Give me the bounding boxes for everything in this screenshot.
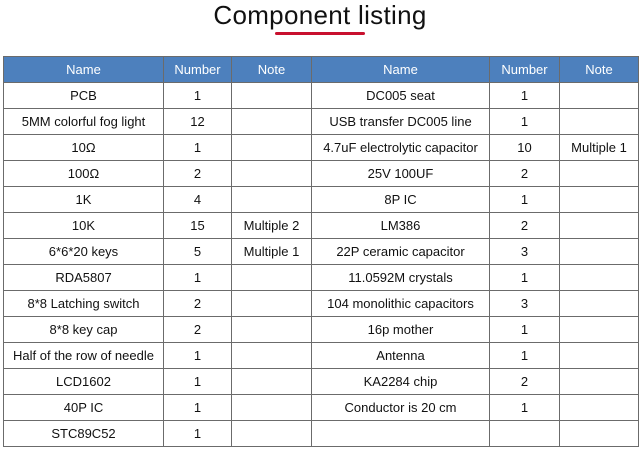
cell-note-right: Multiple 1 [560, 135, 639, 161]
cell-number-left: 1 [164, 135, 232, 161]
cell-note-right [560, 317, 639, 343]
cell-number-left: 15 [164, 213, 232, 239]
cell-note-left [232, 421, 312, 447]
table-row [4, 291, 639, 317]
cell-number-right: 3 [490, 239, 560, 265]
cell-note-left [232, 317, 312, 343]
cell-name-right: LM386 [312, 213, 490, 239]
cell-note-left [232, 291, 312, 317]
cell-number-right: 1 [490, 343, 560, 369]
cell-number-left: 1 [164, 265, 232, 291]
cell-name-left: 1K [4, 187, 164, 213]
cell-number-left: 12 [164, 109, 232, 135]
cell-name-left: LCD1602 [4, 369, 164, 395]
cell-note-right [560, 421, 639, 447]
cell-number-left: 2 [164, 291, 232, 317]
cell-note-right [560, 395, 639, 421]
cell-name-right [312, 421, 490, 447]
cell-note-left [232, 161, 312, 187]
cell-name-right: 22P ceramic capacitor [312, 239, 490, 265]
cell-name-right: 25V 100UF [312, 161, 490, 187]
cell-name-left: 8*8 key cap [4, 317, 164, 343]
component-table [3, 56, 639, 447]
cell-note-right [560, 291, 639, 317]
cell-number-right: 2 [490, 369, 560, 395]
cell-note-left [232, 265, 312, 291]
cell-name-right: DC005 seat [312, 83, 490, 109]
cell-number-right: 1 [490, 187, 560, 213]
cell-name-left: 100Ω [4, 161, 164, 187]
title-underline [275, 32, 365, 35]
cell-name-left: 40P IC [4, 395, 164, 421]
table-row [4, 83, 639, 109]
cell-number-right: 1 [490, 109, 560, 135]
cell-name-left: 8*8 Latching switch [4, 291, 164, 317]
table-body [4, 83, 639, 447]
header-number-left: Number [164, 57, 232, 83]
cell-number-right: 2 [490, 161, 560, 187]
cell-note-left [232, 109, 312, 135]
cell-name-left: STC89C52 [4, 421, 164, 447]
cell-note-right [560, 213, 639, 239]
table-row [4, 109, 639, 135]
table-row [4, 213, 639, 239]
cell-note-right [560, 343, 639, 369]
cell-note-right [560, 161, 639, 187]
cell-name-right: 104 monolithic capacitors [312, 291, 490, 317]
cell-number-left: 1 [164, 83, 232, 109]
cell-note-left [232, 135, 312, 161]
cell-name-left: 10Ω [4, 135, 164, 161]
header-name-left: Name [4, 57, 164, 83]
table-row [4, 265, 639, 291]
cell-name-right: Antenna [312, 343, 490, 369]
cell-number-left: 4 [164, 187, 232, 213]
cell-name-left: 5MM colorful fog light [4, 109, 164, 135]
table-header-row [4, 57, 639, 83]
cell-name-left: PCB [4, 83, 164, 109]
table-row [4, 421, 639, 447]
cell-name-right: USB transfer DC005 line [312, 109, 490, 135]
cell-note-right [560, 265, 639, 291]
table-row [4, 135, 639, 161]
cell-note-left [232, 395, 312, 421]
cell-number-left: 5 [164, 239, 232, 265]
cell-note-left [232, 343, 312, 369]
cell-note-left [232, 369, 312, 395]
cell-name-right: 8P IC [312, 187, 490, 213]
header-number-right: Number [490, 57, 560, 83]
cell-name-right: 11.0592M crystals [312, 265, 490, 291]
cell-name-right: Conductor is 20 cm [312, 395, 490, 421]
header-note-right: Note [560, 57, 639, 83]
cell-number-left: 1 [164, 421, 232, 447]
cell-number-left: 2 [164, 317, 232, 343]
cell-note-right [560, 109, 639, 135]
cell-number-left: 1 [164, 369, 232, 395]
cell-number-left: 1 [164, 343, 232, 369]
header-note-left: Note [232, 57, 312, 83]
cell-name-right: 16p mother [312, 317, 490, 343]
cell-number-left: 1 [164, 395, 232, 421]
cell-number-right: 1 [490, 265, 560, 291]
cell-note-right [560, 187, 639, 213]
cell-name-left: 10K [4, 213, 164, 239]
cell-number-right [490, 421, 560, 447]
table-row [4, 317, 639, 343]
cell-note-right [560, 239, 639, 265]
cell-note-right [560, 369, 639, 395]
title-area [0, 0, 640, 55]
table-row [4, 239, 639, 265]
cell-number-right: 1 [490, 83, 560, 109]
table-row [4, 343, 639, 369]
cell-number-right: 2 [490, 213, 560, 239]
cell-name-left: Half of the row of needle [4, 343, 164, 369]
table-row [4, 161, 639, 187]
cell-number-right: 1 [490, 395, 560, 421]
page-title: Component listing [213, 0, 427, 30]
cell-name-right: KA2284 chip [312, 369, 490, 395]
cell-name-left: RDA5807 [4, 265, 164, 291]
table-row [4, 187, 639, 213]
cell-number-left: 2 [164, 161, 232, 187]
cell-note-left [232, 83, 312, 109]
header-name-right: Name [312, 57, 490, 83]
cell-name-left: 6*6*20 keys [4, 239, 164, 265]
cell-number-right: 3 [490, 291, 560, 317]
table-row [4, 369, 639, 395]
table-row [4, 395, 639, 421]
cell-note-right [560, 83, 639, 109]
cell-note-left [232, 187, 312, 213]
cell-note-left: Multiple 2 [232, 213, 312, 239]
cell-number-right: 1 [490, 317, 560, 343]
cell-number-right: 10 [490, 135, 560, 161]
cell-note-left: Multiple 1 [232, 239, 312, 265]
cell-name-right: 4.7uF electrolytic capacitor [312, 135, 490, 161]
